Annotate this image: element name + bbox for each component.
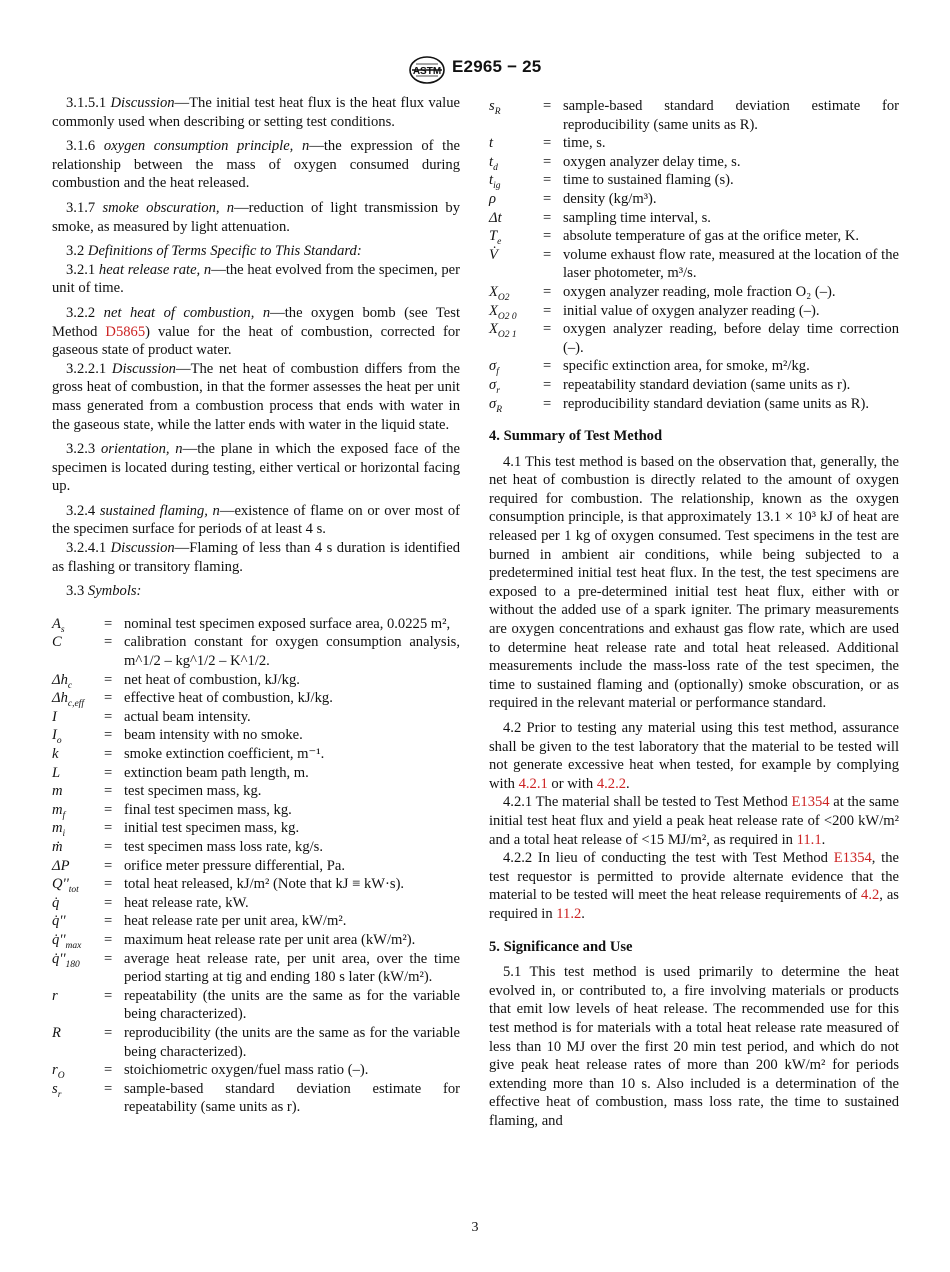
symbol-row	[489, 246, 899, 283]
symbol-row	[52, 615, 460, 634]
symbol-row	[52, 987, 460, 1024]
equals-sign: =	[543, 283, 552, 300]
equals-sign: =	[104, 987, 113, 1004]
symbol-row	[52, 689, 460, 708]
paragraph-3-2-4-1: 3.2.4.1 Discussion—Flaming of less than 4 s duration is identified as flashing or transitory flaming.	[52, 540, 461, 575]
equals-sign: =	[104, 746, 113, 762]
symbol-definition: beam intensity with no smoke.	[124, 727, 303, 744]
symbol-row	[489, 395, 899, 414]
equals-sign: =	[543, 172, 552, 189]
symbol-row	[489, 134, 899, 153]
symbol-definition: extinction beam path length, m.	[124, 764, 309, 781]
right-column	[489, 97, 899, 1136]
symbol: L	[52, 764, 61, 781]
symbol-definition: repeatability standard deviation (same units as r).	[563, 376, 851, 393]
paragraph-3-1-5-1: 3.1.5.1 Discussion—The initial test heat flux is the heat flux value commonly used when describing or setting test conditions.	[52, 95, 460, 130]
page-header	[0, 55, 950, 87]
paragraph-4-1: 4.1 This test method is based on the observation that, generally, the net heat of combustion is directly related to the amount of oxygen required for combustion. The relationship, known as the oxygen consumption principle, is that approximately 13.1 × 10³ kJ of heat are released per 1 kg of oxygen consumed. Test specimens in the test are burned in ambient air conditions, while being subjected to a predetermined initial test heat flux. In the test, the test specimens are exposed to a pre-determined initial test heat flux, either with or without the added use of a spark igniter. The primary measurements are oxygen concentrations and exhaust gas flow rate, which are used to determine heat release rate and total heat released. Additional measurements include the mass-loss rate of the test specimen, the time to sustained flaming and (optionally) smoke obscuration, or as required in the relevant material or performance standard.	[489, 453, 899, 712]
equals-sign: =	[104, 783, 113, 800]
equals-sign: =	[104, 857, 113, 874]
equals-sign: =	[543, 246, 552, 263]
symbol-row	[52, 726, 460, 745]
equals-sign: =	[104, 931, 113, 948]
symbol-row	[489, 376, 899, 395]
equals-sign: =	[543, 358, 552, 375]
equals-sign: =	[543, 395, 552, 412]
symbol-row	[52, 1024, 460, 1061]
symbol-row	[489, 171, 899, 190]
symbol-row	[52, 633, 460, 670]
symbol-row	[52, 875, 460, 894]
symbol-definition: total heat released, kJ/m² (Note that kJ ≡ kW·s).	[124, 876, 405, 893]
symbol-definition: initial test specimen mass, kg.	[124, 820, 300, 837]
paragraph-4-2: 4.2 Prior to testing any material using this test method, assurance shall be given to the test laboratory that the material to be tested will not generate excessive heat when tested, for example by complying with 4.2.1 or with 4.2.2.	[489, 720, 899, 792]
symbol-definition: oxygen analyzer reading, mole fraction O₂ (–).	[563, 283, 836, 300]
symbol-row	[52, 894, 460, 913]
paragraph-3-2-4: 3.2.4 sustained flaming, n—existence of flame on or over most of the specimen surface for periods of at least 4 s.	[52, 502, 460, 538]
equals-sign: =	[104, 634, 113, 651]
symbol-definition: specific extinction area, for smoke, m²/kg.	[563, 358, 810, 375]
equals-sign: =	[104, 1024, 113, 1041]
equals-sign: =	[104, 820, 113, 837]
paragraph-3-2-3: 3.2.3 orientation, n—the plane in which the exposed face of the specimen is located during testing, either vertical or horizontal facing up.	[52, 441, 460, 495]
equals-sign: =	[543, 228, 552, 245]
symbol-definition: volume exhaust flow rate, measured at the location of the laser photometer, m³/s.	[563, 246, 899, 282]
symbol-definition: actual beam intensity.	[124, 708, 251, 725]
equals-sign: =	[104, 1062, 113, 1079]
equals-sign: =	[104, 876, 113, 893]
paragraph-3-2-1: 3.2.1 heat release rate, n—the heat evolved from the specimen, per unit of time.	[52, 261, 460, 297]
equals-sign: =	[104, 950, 113, 967]
paragraph-3-2-2: 3.2.2 net heat of combustion, n—the oxygen bomb (see Test Method D5865) value for the heat of combustion, corrected for gaseous state of product water.	[52, 304, 460, 359]
section-5-heading: 5. Significance and Use	[489, 938, 633, 955]
ref-e1354-link-2[interactable]: E1354	[833, 850, 872, 867]
symbol: ṁ	[52, 838, 63, 855]
symbol-definition: sample-based standard deviation estimate for reproducibility (same units as R).	[563, 98, 899, 133]
ref-11-1-link[interactable]: 11.1	[796, 831, 822, 848]
svg-text:ASTM: ASTM	[412, 66, 442, 77]
paragraph-3-1-7: 3.1.7 smoke obscuration, n—reduction of light transmission by smoke, as measured by light attenuation.	[52, 199, 460, 235]
symbol: $T_e$	[489, 228, 502, 248]
symbol-row	[489, 97, 899, 134]
symbol-definition: effective heat of combustion, kJ/kg.	[124, 690, 333, 707]
symbol-definition: average heat release rate, per unit area, over the time period starting at tig and ending 180 s later (kW/m²).	[124, 950, 460, 986]
symbol-definition: test specimen mass loss rate, kg/s.	[124, 838, 324, 855]
symbol-definition: time, s.	[563, 135, 606, 152]
symbol-row	[52, 782, 460, 801]
symbol-definition: initial value of oxygen analyzer reading (–).	[563, 302, 820, 319]
symbol: Δt	[489, 209, 502, 226]
symbol-row	[489, 153, 899, 172]
equals-sign: =	[543, 135, 552, 152]
symbol: $s_R$	[489, 98, 501, 117]
symbol: q̇	[52, 894, 60, 911]
page-number: 3	[471, 1220, 479, 1235]
equals-sign: =	[104, 671, 113, 688]
symbol-definition: oxygen analyzer delay time, s.	[563, 153, 741, 170]
symbol: $\Delta h_{c,eff}$	[52, 690, 84, 710]
symbol-definition: repeatability (the units are the same as for the variable being characterized).	[124, 987, 460, 1023]
equals-sign: =	[543, 153, 552, 170]
symbol-row	[489, 302, 899, 321]
paragraph-3-2-2-1: 3.2.2.1 Discussion—The net heat of combustion differs from the gross heat of combustion, in that the former assesses the heat per unit mass generated from a combustion process that ends with water in the gaseous state, while the latter ends with water in the liquid state.	[52, 360, 460, 433]
symbol-definition: orifice meter pressure differential, Pa.	[124, 857, 345, 874]
symbol: $r_O$	[52, 1062, 65, 1081]
symbol: I	[52, 708, 57, 725]
symbol: $m_i$	[52, 820, 66, 840]
ref-11-2-link[interactable]: 11.2	[556, 905, 582, 922]
symbol-row	[52, 1080, 460, 1117]
section-4-heading: 4. Summary of Test Method	[489, 428, 663, 445]
symbol: $\Delta h_c$	[52, 671, 73, 691]
equals-sign: =	[104, 764, 113, 781]
symbol-definition: nominal test specimen exposed surface area, 0.0225 m²,	[124, 615, 451, 632]
symbol-definition: reproducibility (the units are the same as for the variable being characterized).	[124, 1024, 460, 1060]
paragraph-3-3: 3.3 Symbols:	[66, 583, 142, 600]
symbol-definition: sample-based standard deviation estimate for repeatability (same units as r).	[124, 1080, 460, 1116]
equals-sign: =	[104, 690, 113, 707]
symbol: C	[52, 634, 62, 651]
symbol-row	[52, 764, 460, 783]
symbol: $Q''_{tot}$	[52, 876, 79, 896]
standard-designation: E2965 − 25	[452, 57, 542, 76]
equals-sign: =	[543, 190, 552, 207]
symbol-definition: time to sustained flaming (s).	[563, 172, 734, 189]
symbols-table-right	[489, 97, 899, 413]
equals-sign: =	[543, 98, 552, 114]
symbol: $X_{O2 0}$	[489, 302, 517, 322]
paragraph-3-1-6: 3.1.6 oxygen consumption principle, n—the expression of the relationship between the mass of oxygen consumed during combustion and the heat released.	[52, 138, 460, 192]
symbol: $t_d$	[489, 153, 498, 173]
symbol-definition: oxygen analyzer reading, before delay time correction (–).	[563, 321, 899, 356]
equals-sign: =	[104, 913, 113, 930]
symbol: $I_o$	[52, 727, 62, 747]
equals-sign: =	[543, 321, 552, 338]
equals-sign: =	[104, 1080, 113, 1097]
symbol: k	[52, 746, 59, 762]
ref-4-2-2-link[interactable]: 4.2.2	[596, 775, 627, 792]
equals-sign: =	[104, 727, 113, 744]
symbol: $\sigma_R$	[489, 395, 503, 415]
equals-sign: =	[104, 838, 113, 855]
equals-sign: =	[104, 894, 113, 911]
paragraph-3-2: 3.2 Definitions of Terms Specific to This Standard:	[66, 243, 362, 260]
symbol: $q̇''_{max}$	[52, 931, 82, 951]
symbol: t	[489, 135, 494, 152]
symbol-row	[489, 320, 899, 357]
paragraph-4-2-1: 4.2.1 The material shall be tested to Test Method E1354 at the same initial test heat flux and yield a peak heat release rate of <200 kW/m² and a total heat release of <15 MJ/m², as required in 11.1.	[489, 794, 899, 848]
symbol-row	[52, 708, 460, 727]
symbol-row	[52, 950, 460, 987]
symbol-definition: final test specimen mass, kg.	[124, 801, 292, 818]
ref-d5865-link[interactable]: D5865	[105, 323, 146, 340]
paragraph-4-2-2: 4.2.2 In lieu of conducting the test with Test Method E1354, the test requestor is permitted to provide alternate evidence that the material to be tested will meet the heat release requirements of 4.2, as required in 11.2.	[489, 850, 899, 922]
symbol: $\sigma_f$	[489, 358, 499, 378]
symbol-row	[489, 357, 899, 376]
symbol-definition: net heat of combustion, kJ/kg.	[124, 671, 300, 688]
symbol-row	[52, 819, 460, 838]
symbol-definition: smoke extinction coefficient, m⁻¹.	[124, 746, 325, 762]
symbol: $\sigma_r$	[489, 376, 500, 396]
symbol: m	[52, 783, 63, 800]
symbol: $q̇''_{180}$	[52, 950, 80, 970]
equals-sign: =	[104, 708, 113, 725]
symbol-row	[52, 931, 460, 950]
symbol: $m_f$	[52, 801, 66, 821]
symbol-row	[489, 190, 899, 209]
symbol-definition: heat release rate, kW.	[124, 894, 249, 911]
symbol-row	[52, 671, 460, 690]
equals-sign: =	[543, 209, 552, 226]
symbols-table-left	[52, 615, 460, 1117]
symbol: $A_s$	[52, 615, 65, 635]
symbol-definition: test specimen mass, kg.	[124, 783, 262, 800]
ref-4-2-1-link[interactable]: 4.2.1	[518, 775, 548, 792]
symbol-definition: calibration constant for oxygen consumption analysis, m^1/2 – kg^1/2 – K^1/2.	[124, 634, 460, 670]
equals-sign: =	[104, 615, 113, 632]
symbol-definition: density (kg/m³).	[563, 190, 657, 207]
symbol: ΔP	[52, 857, 70, 874]
symbol-row	[52, 857, 460, 876]
left-column	[52, 94, 460, 1117]
symbol-definition: reproducibility standard deviation (same units as R).	[563, 395, 869, 412]
paragraph-5-1: 5.1 This test method is used primarily to determine the heat evolved in, or contributed to, a fire involving materials or products that emit low levels of heat release. The recommended use for this test method is for materials with a total heat release rate measured of less than 10 MJ over the first 20 min test period, and which do not give peak heat release rates of more than 200 kW/m² for periods extending more than 10 s. Also included is a determination of the effective heat of combustion, mass loss rate, the time to sustained flaming, and	[489, 964, 899, 1129]
symbol-row	[52, 745, 460, 764]
symbol: ρ	[489, 190, 497, 207]
symbol: R	[52, 1024, 61, 1041]
astm-logo-icon	[408, 55, 446, 85]
symbol: q̇''	[52, 913, 66, 930]
symbol-definition: absolute temperature of gas at the orifice meter, K.	[563, 228, 860, 245]
equals-sign: =	[543, 302, 552, 319]
symbol-row	[52, 838, 460, 857]
symbol-row	[52, 801, 460, 820]
symbol: V̇	[489, 246, 498, 263]
symbol: $X_{O2 1}$	[489, 321, 517, 341]
symbol-row	[489, 227, 899, 246]
symbol-row	[52, 912, 460, 931]
symbol-row	[489, 283, 899, 302]
symbol: $X_{O2}$	[489, 283, 510, 303]
ref-4-2-link[interactable]: 4.2	[861, 887, 880, 904]
symbol-row	[52, 1061, 460, 1080]
symbol: $s_r$	[52, 1080, 62, 1100]
symbol: r	[52, 987, 58, 1004]
ref-e1354-link[interactable]: E1354	[791, 794, 830, 811]
equals-sign: =	[104, 801, 113, 818]
symbol-definition: maximum heat release rate per unit area (kW/m²).	[124, 931, 416, 948]
equals-sign: =	[543, 376, 552, 393]
symbol-definition: heat release rate per unit area, kW/m².	[124, 913, 347, 930]
symbol: $t_{ig}$	[489, 172, 501, 192]
symbol-definition: sampling time interval, s.	[563, 209, 711, 226]
symbol-definition: stoichiometric oxygen/fuel mass ratio (–).	[124, 1062, 369, 1079]
symbol-row	[489, 209, 899, 228]
